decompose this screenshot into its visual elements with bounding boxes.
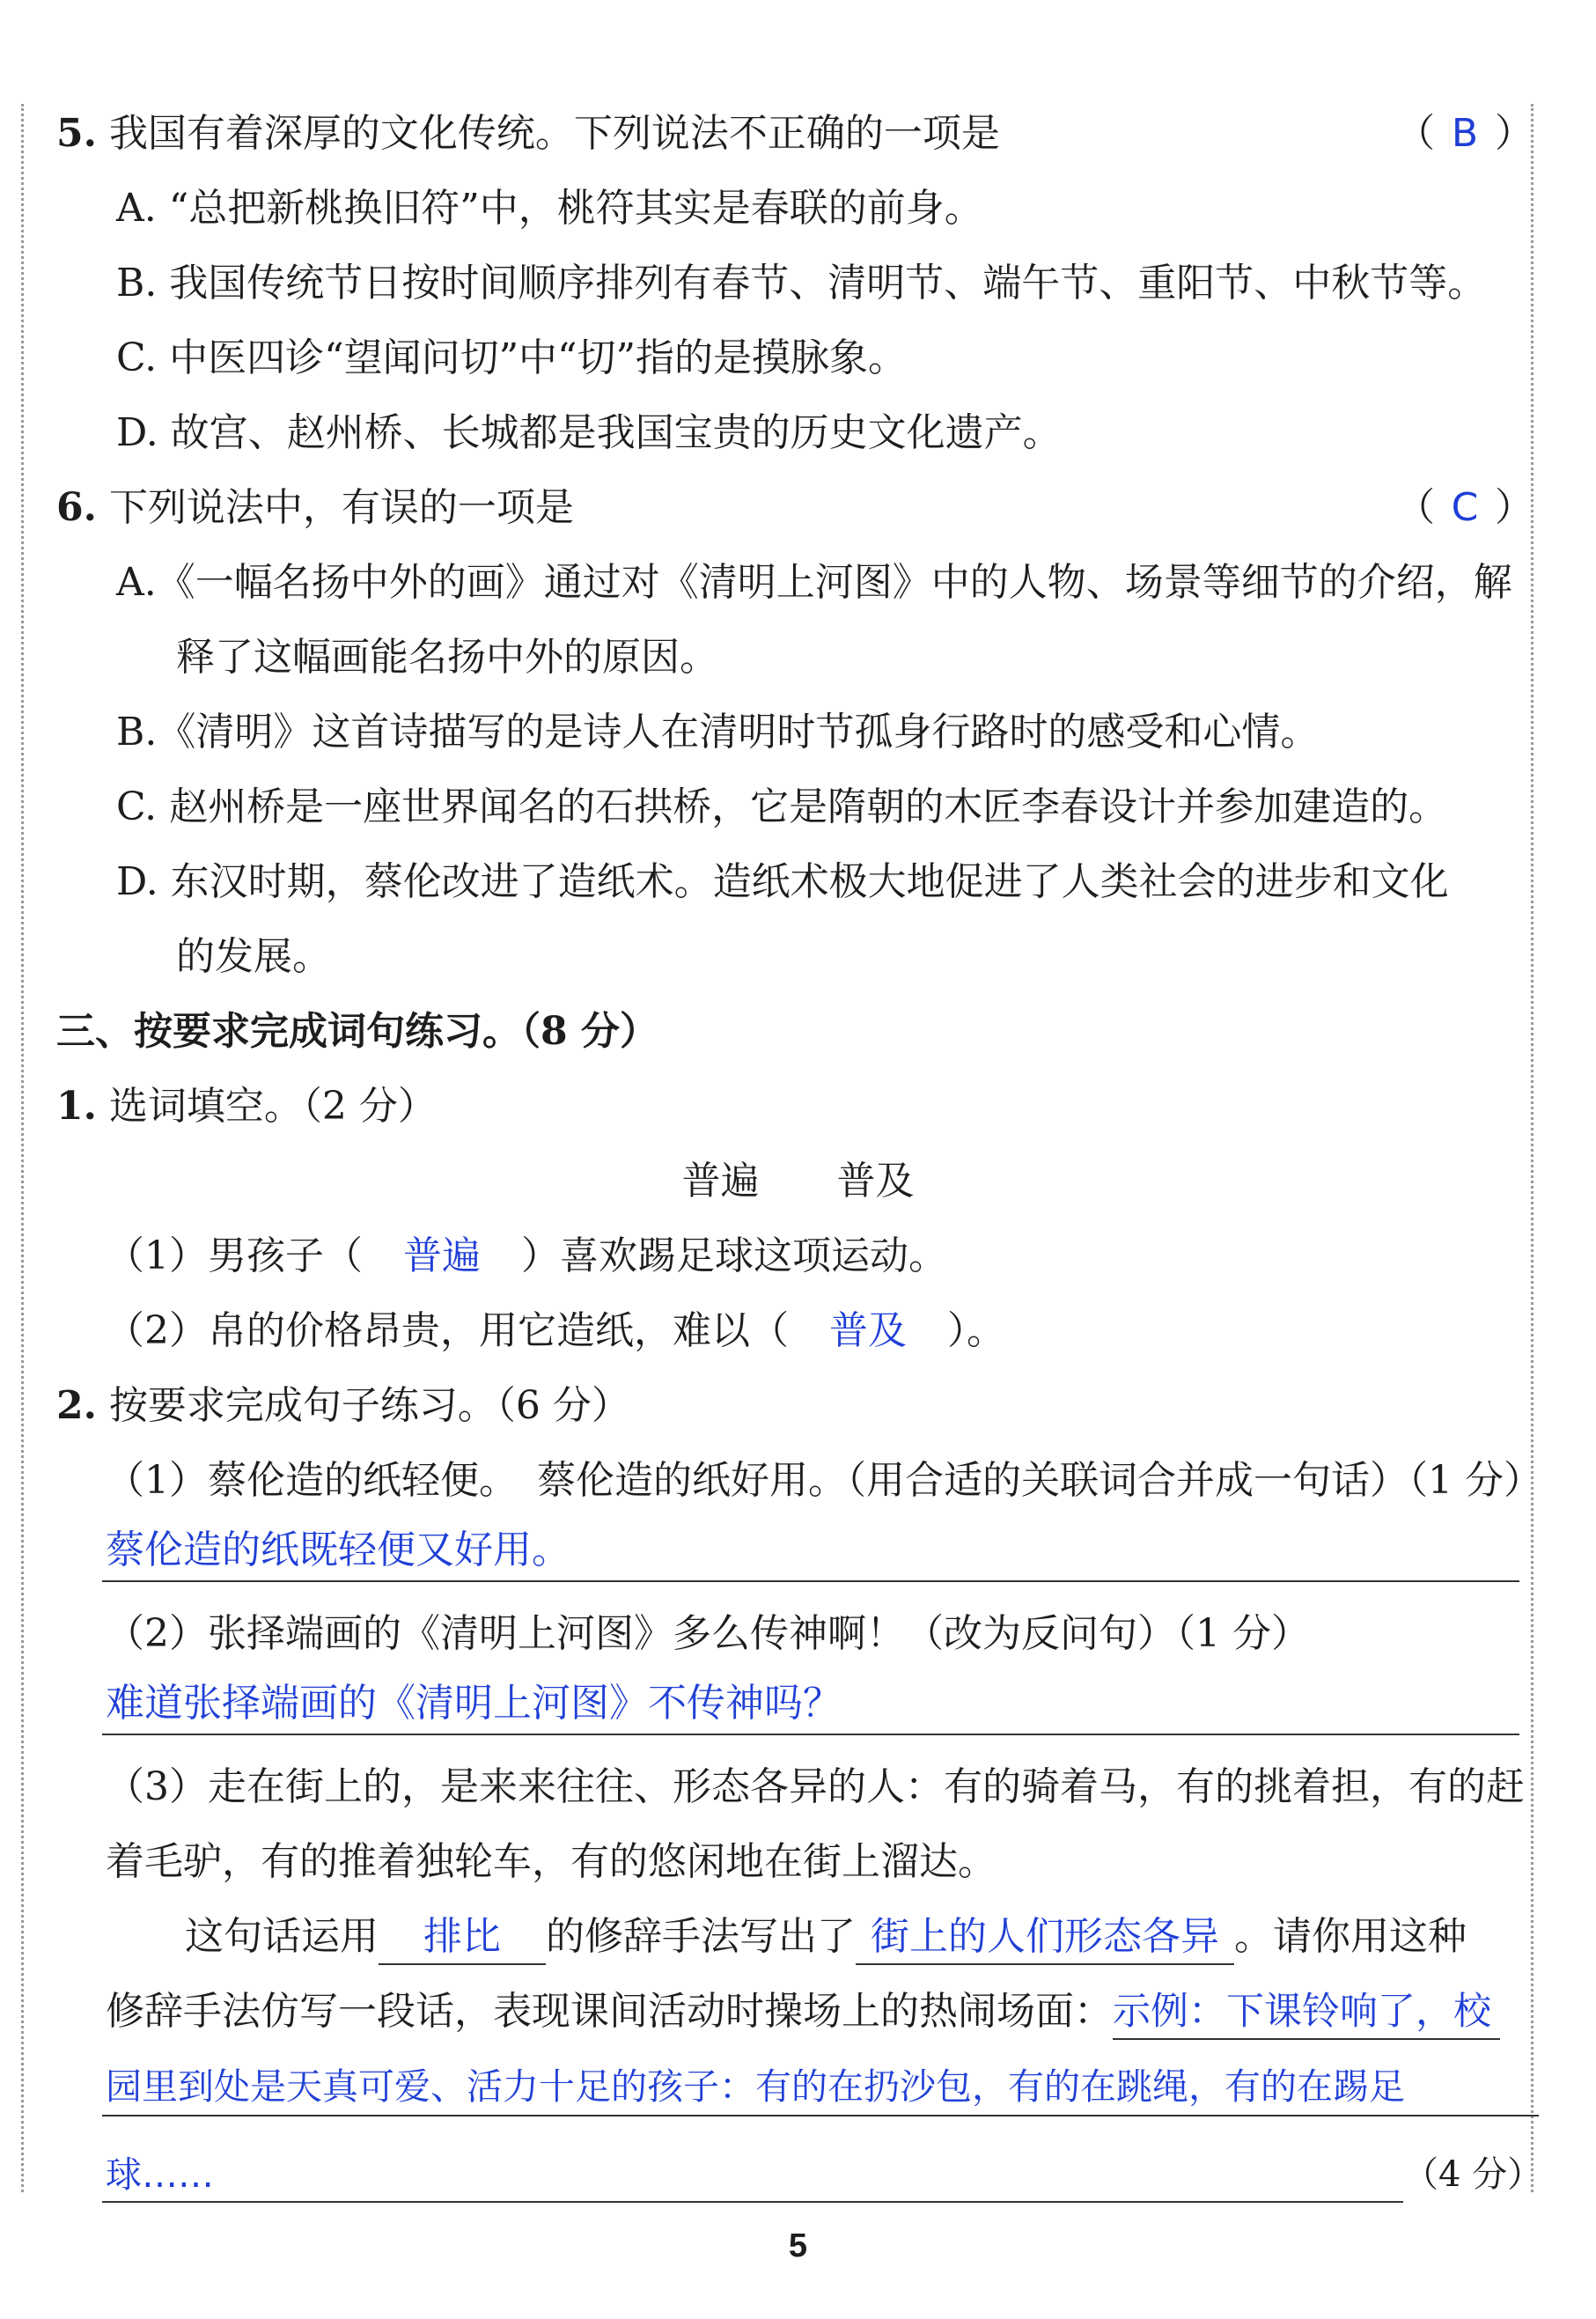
paren-open: （ xyxy=(1396,111,1435,156)
q6-option-d-line2: 的发展。 xyxy=(176,934,331,979)
q5-stem-text: 我国有着深厚的文化传统。下列说法不正确的一项是 xyxy=(108,111,1000,156)
s1-item2-suffix: ）。 xyxy=(947,1308,1005,1353)
s2-item3-question xyxy=(185,1910,1467,1965)
s2-item1-prompt: （1）蔡伦造的纸轻便。 蔡伦造的纸好用。（用合适的关联词合并成一句话）（1 分） xyxy=(106,1458,1542,1503)
paren-open: （ xyxy=(1396,485,1435,530)
q5-option-d: D. 故宫、赵州桥、长城都是我国宝贵的历史文化遗产。 xyxy=(116,410,1062,455)
paren-close: ） xyxy=(1495,485,1533,530)
s2-item2-answer-line xyxy=(102,1734,1519,1735)
paren-close: ） xyxy=(1495,111,1533,156)
s2-item3-line2: 着毛驴，有的推着独轮车，有的悠闲地在街上溜达。 xyxy=(106,1839,997,1884)
q5-option-a: A. “总把新桃换旧符”中，桃符其实是春联的前身。 xyxy=(116,186,983,231)
q6-option-a-line1: A.《一幅名扬中外的画》通过对《清明上河图》中的人物、场景等细节的介绍，解 xyxy=(116,560,1512,605)
s1-item1-prefix: （1）男孩子（ xyxy=(106,1233,363,1278)
s1-title xyxy=(56,1080,437,1133)
q6-stem xyxy=(56,482,574,534)
q6-option-a-line2: 释了这幅画能名扬中外的原因。 xyxy=(176,635,718,680)
q5-option-c: C. 中医四诊“望闻问切”中“切”指的是摸脉象。 xyxy=(116,335,908,380)
s2-item3-q-prefix: 这句话运用 xyxy=(185,1914,379,1959)
s2-item3-q-suffix: 。请你用这种 xyxy=(1234,1914,1467,1959)
s2-title-text: 按要求完成句子练习。（6 分） xyxy=(108,1383,630,1428)
s2-item3-question-line2 xyxy=(106,1985,1500,2040)
s1-word-bank: 普遍 普及 xyxy=(681,1159,915,1204)
page-number: 5 xyxy=(788,2227,808,2264)
s2-item3-q-mid: 的修辞手法写出了 xyxy=(546,1914,856,1959)
q5-option-b: B. 我国传统节日按时间顺序排列有春节、清明节、端午节、重阳节、中秋节等。 xyxy=(116,261,1487,306)
s1-item1-answer: 普遍 xyxy=(403,1233,481,1278)
s2-item3-answer-part3: 球…… xyxy=(106,2153,214,2196)
s2-item3-blank1: 排比 xyxy=(379,1910,546,1965)
s2-title xyxy=(56,1380,630,1432)
s1-item2-prefix: （2）帛的价格昂贵，用它造纸，难以（ xyxy=(106,1308,789,1353)
q6-option-b: B.《清明》这首诗描写的是诗人在清明时节孤身行路时的感受和心情。 xyxy=(116,710,1320,755)
s2-item3-answer-line3 xyxy=(102,2201,1403,2203)
s2-item3-answer-part1: 示例：下课铃响了，校 xyxy=(1113,1985,1500,2040)
q5-answer: B xyxy=(1451,111,1479,156)
s1-item1-suffix: ）喜欢踢足球这项运动。 xyxy=(521,1233,947,1278)
s2-item2-prompt: （2）张择端画的《清明上河图》多么传神啊！（改为反问句）（1 分） xyxy=(106,1611,1310,1656)
q6-number: 6. xyxy=(56,485,97,530)
s2-item3-blank2: 街上的人们形态各异 xyxy=(856,1910,1234,1965)
s2-item3-answer-line2 xyxy=(102,2115,1539,2117)
q6-answer-paren xyxy=(1396,482,1533,534)
q6-option-d-line1: D. 东汉时期，蔡伦改进了造纸术。造纸术极大地促进了人类社会的进步和文化 xyxy=(116,859,1449,904)
s1-item2 xyxy=(106,1305,1005,1358)
q5-stem xyxy=(56,107,1000,160)
s2-item3-score: （4 分） xyxy=(1403,2154,1543,2195)
s2-item1-answer-line xyxy=(102,1580,1519,1582)
s1-title-text: 选词填空。（2 分） xyxy=(108,1084,437,1129)
s2-item2-answer: 难道张择端画的《清明上河图》不传神吗？ xyxy=(106,1681,842,1726)
s2-number: 2. xyxy=(56,1383,97,1428)
q6-stem-text: 下列说法中，有误的一项是 xyxy=(108,485,574,530)
s1-item2-answer: 普及 xyxy=(829,1308,907,1353)
q5-answer-paren xyxy=(1396,107,1533,160)
s1-number: 1. xyxy=(56,1084,97,1129)
q6-option-c: C. 赵州桥是一座世界闻名的石拱桥，它是隋朝的木匠李春设计并参加建造的。 xyxy=(116,784,1448,829)
s2-item3-line1: （3）走在街上的，是来来往往、形态各异的人：有的骑着马，有的挑着担，有的赶 xyxy=(106,1764,1525,1809)
s2-item3-q-line2: 修辞手法仿写一段话，表现课间活动时操场上的热闹场面： xyxy=(106,1989,1113,2034)
q6-answer: C xyxy=(1451,485,1479,530)
s1-item1 xyxy=(106,1230,947,1283)
s2-item1-answer: 蔡伦造的纸既轻便又好用。 xyxy=(106,1528,570,1572)
q5-number: 5. xyxy=(56,111,97,156)
section3-title: 三、按要求完成词句练习。（8 分） xyxy=(56,1009,658,1054)
s2-item3-answer-part2: 园里到处是天真可爱、活力十足的孩子：有的在扔沙包，有的在跳绳，有的在踢足 xyxy=(106,2065,1405,2108)
